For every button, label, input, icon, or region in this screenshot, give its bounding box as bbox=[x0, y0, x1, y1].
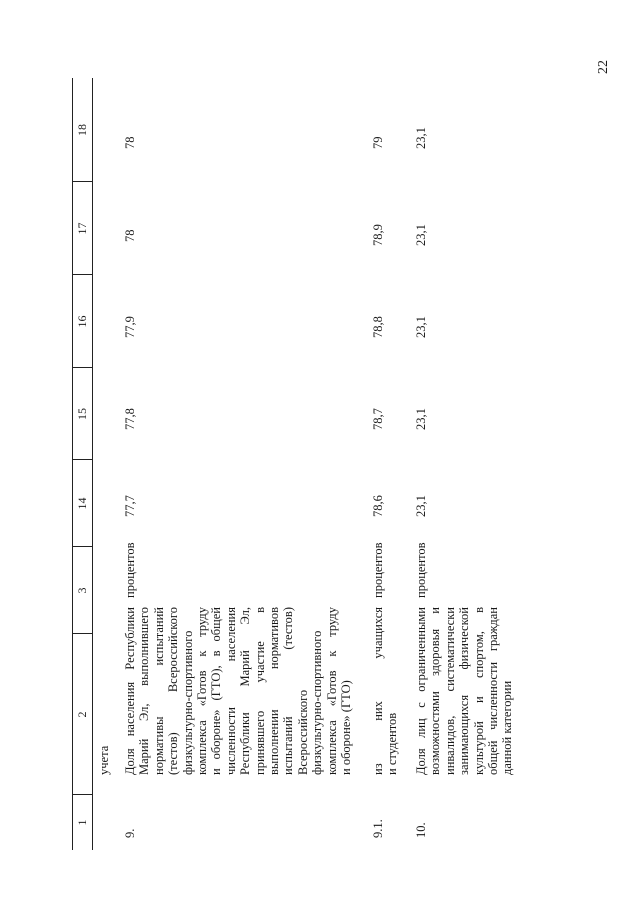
row-9-value-15: 77,8 bbox=[123, 408, 137, 430]
row-10-number: 10. bbox=[414, 822, 428, 838]
header-col-15: 15 bbox=[75, 408, 89, 420]
desc-line: культурой и спортом, в bbox=[471, 607, 486, 775]
desc-line: физкультурно-спортивного bbox=[310, 630, 325, 775]
row-10-value-15: 23,1 bbox=[414, 408, 428, 430]
row-9-1-value-18: 79 bbox=[371, 136, 385, 149]
row-10-value-16: 23,1 bbox=[414, 316, 428, 338]
row-9-1-value-17: 78,9 bbox=[371, 224, 385, 246]
header-col-14: 14 bbox=[75, 497, 89, 510]
row-10-value-14: 23,1 bbox=[414, 495, 428, 517]
indicator-table bbox=[66, 70, 626, 850]
header-col-16: 16 bbox=[75, 315, 89, 328]
header-col-1: 1 bbox=[75, 819, 89, 826]
header-col-17: 17 bbox=[75, 222, 89, 235]
table-top-rule bbox=[72, 78, 73, 850]
desc-line: Марий Эл, выполнившего bbox=[137, 607, 152, 775]
desc-line: и студентов bbox=[385, 712, 400, 775]
header-col-3: 3 bbox=[75, 587, 89, 594]
row-9-value-16: 77,9 bbox=[123, 316, 137, 338]
desc-line: и обороне» (ГТО) bbox=[339, 680, 354, 775]
row-9-1-value-15: 78,7 bbox=[371, 408, 385, 430]
desc-line: (тестов) Всероссийского bbox=[166, 607, 181, 775]
row-9-value-18: 78 bbox=[123, 136, 137, 149]
row-10-description bbox=[414, 607, 515, 775]
desc-line: испытаний (тестов) bbox=[281, 607, 296, 775]
desc-line: физкультурно-спортивного bbox=[180, 630, 195, 775]
desc-line: данной категории bbox=[500, 680, 515, 775]
desc-line: и обороне» (ГТО), в общей bbox=[209, 607, 224, 775]
desc-line: Всероссийского bbox=[295, 689, 310, 775]
desc-line: общей численности граждан bbox=[486, 607, 501, 775]
desc-line: из них учащихся bbox=[371, 607, 385, 775]
desc-line: возможностями здоровья и bbox=[428, 607, 443, 775]
desc-line: комплекса «Готов к труду bbox=[324, 607, 339, 775]
desc-line: инвалидов, систематически bbox=[442, 607, 457, 775]
row-10-value-18: 23,1 bbox=[414, 127, 428, 149]
desc-line: занимающихся физической bbox=[457, 607, 472, 775]
row-9-1-value-14: 78,6 bbox=[371, 495, 385, 517]
desc-line: численности населения bbox=[223, 607, 238, 775]
page-number: 22 bbox=[596, 60, 611, 74]
row-9-1-description bbox=[371, 607, 400, 775]
header-col-2: 2 bbox=[75, 711, 89, 718]
row-10-unit: процентов bbox=[414, 542, 428, 598]
desc-line: Доля лиц с ограниченными bbox=[414, 607, 428, 775]
row-9-description bbox=[123, 607, 354, 775]
desc-line: выполнении нормативов bbox=[267, 607, 282, 775]
row-9-1-value-16: 78,8 bbox=[371, 316, 385, 338]
desc-line: Республики Марий Эл, bbox=[238, 607, 253, 775]
row-9-1-number: 9.1. bbox=[371, 819, 385, 838]
row-9-value-14: 77,7 bbox=[123, 495, 137, 517]
continuation-text: учета bbox=[97, 745, 111, 775]
desc-line: принявшего участие в bbox=[252, 607, 267, 775]
row-9-unit: процентов bbox=[123, 542, 137, 598]
header-col-18: 18 bbox=[75, 124, 89, 136]
row-9-value-17: 78 bbox=[123, 229, 137, 242]
row-10-value-17: 23,1 bbox=[414, 224, 428, 246]
row-9-1-unit: процентов bbox=[371, 542, 385, 598]
row-9-number: 9. bbox=[123, 828, 137, 838]
header-bottom-rule bbox=[92, 78, 93, 850]
desc-line: комплекса «Готов к труду bbox=[195, 607, 210, 775]
desc-line: Доля населения Республики bbox=[123, 607, 137, 775]
desc-line: нормативы испытаний bbox=[151, 607, 166, 775]
